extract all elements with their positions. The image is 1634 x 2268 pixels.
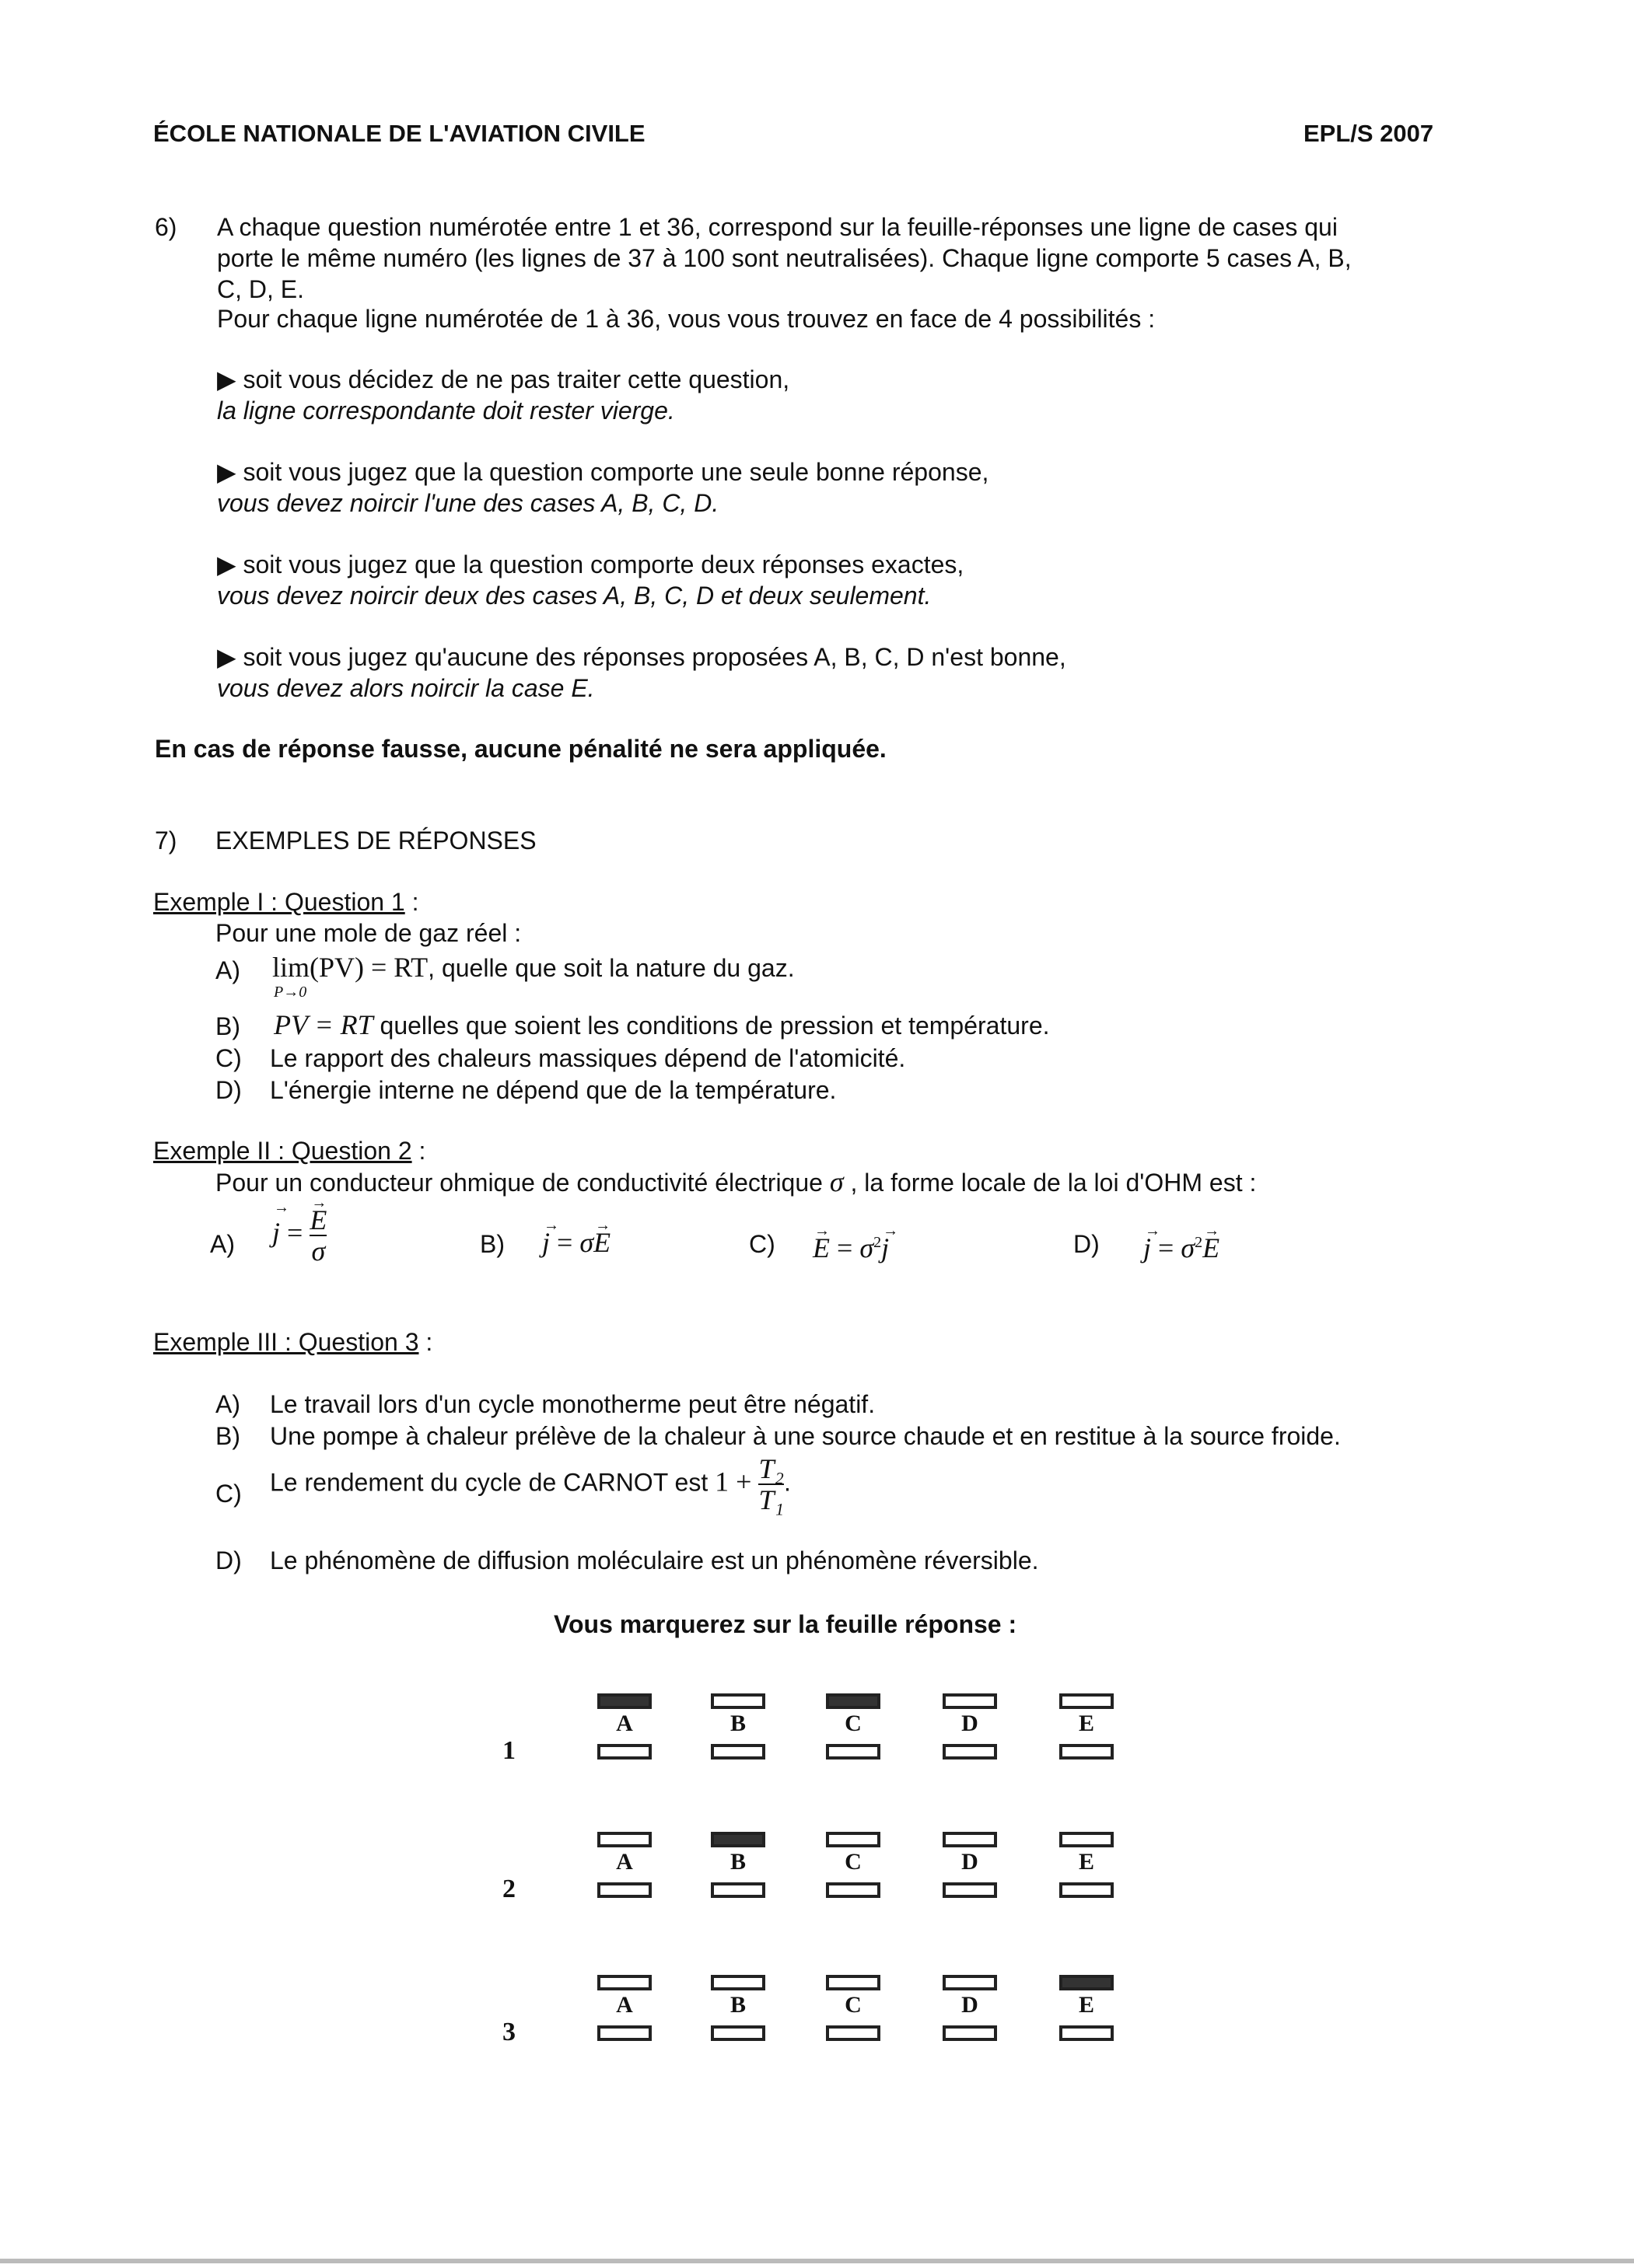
option-instruction: la ligne correspondante doit rester vierge. — [217, 397, 675, 425]
answer-box-e[interactable] — [1059, 1693, 1114, 1709]
answer-text: Le rendement du cycle de CARNOT est 1 + $\frac{\text{T₂}}{\text{T₁}}$ . — [270, 1453, 791, 1515]
answer-label: A) — [215, 956, 240, 984]
section-title: EXEMPLES DE RÉPONSES — [215, 826, 537, 854]
section-number: 6) — [155, 213, 177, 241]
answer-box-c[interactable] — [826, 1832, 880, 1847]
answer-label: A) — [210, 1230, 235, 1258]
option-instruction: vous devez noircir l'une des cases A, B, C, D. — [217, 489, 719, 517]
header-school: ÉCOLE NATIONALE DE L'AVIATION CIVILE — [153, 120, 646, 147]
triangle-bullet-icon: ▶ — [217, 550, 243, 578]
answer-box-lower[interactable] — [597, 2025, 652, 2041]
answer-letter: C — [845, 1992, 862, 2018]
math-ideal-gas: PV = RT — [274, 1009, 373, 1040]
equation-d: → $j = \sigma^2\to E$ — [1143, 1227, 1219, 1263]
example-heading: Exemple II : Question 2 — [153, 1137, 412, 1165]
answer-box-a-filled[interactable] — [597, 1693, 652, 1709]
answer-box-lower[interactable] — [711, 1882, 765, 1898]
answer-letter: A — [616, 1711, 633, 1736]
answer-label: C) — [215, 1044, 242, 1072]
answer-label: A) — [215, 1390, 240, 1418]
answer-box-lower[interactable] — [597, 1882, 652, 1898]
triangle-bullet-icon: ▶ — [217, 643, 243, 671]
answer-box-lower[interactable] — [1059, 1744, 1114, 1760]
answer-label: D) — [1073, 1230, 1100, 1258]
answer-letter: D — [961, 1992, 978, 2018]
answer-label: B) — [480, 1230, 505, 1258]
option-item: ▶ soit vous jugez que la question comporte une seule bonne réponse, — [217, 458, 989, 486]
answer-letter: A — [616, 1992, 633, 2018]
answer-box-b[interactable] — [711, 1693, 765, 1709]
equation-b: → j = σ→ E — [542, 1227, 611, 1258]
answer-text: Le rapport des chaleurs massiques dépend de l'atomicité. — [270, 1044, 906, 1072]
question-intro: Pour un conducteur ohmique de conductivité électrique σ , la forme locale de la loi d'OHM est : — [215, 1166, 1257, 1197]
answer-box-d[interactable] — [943, 1832, 997, 1847]
answer-box-d[interactable] — [943, 1975, 997, 1990]
answer-letter: A — [616, 1849, 633, 1875]
answer-letter: E — [1078, 1992, 1094, 2018]
answer-box-lower[interactable] — [1059, 1882, 1114, 1898]
option-item: ▶ soit vous décidez de ne pas traiter cette question, — [217, 365, 790, 393]
math-limit: lim(PV) = RT — [272, 952, 429, 983]
answer-letter: E — [1078, 1711, 1094, 1736]
answer-box-lower[interactable] — [826, 1882, 880, 1898]
answer-box-b[interactable] — [711, 1975, 765, 1990]
answer-label: C) — [215, 1480, 242, 1508]
answer-box-lower[interactable] — [943, 1882, 997, 1898]
triangle-bullet-icon: ▶ — [217, 458, 243, 486]
equation-c: → $E = \sigma^2\to j$ — [813, 1227, 889, 1263]
paragraph-line: A chaque question numérotée entre 1 et 36, correspond sur la feuille-réponses une ligne de cases qui — [217, 213, 1338, 241]
answer-box-lower[interactable] — [943, 2025, 997, 2041]
answer-letter: D — [961, 1711, 978, 1736]
answer-box-lower[interactable] — [943, 1744, 997, 1760]
answer-box-a[interactable] — [597, 1832, 652, 1847]
answer-box-e[interactable] — [1059, 1832, 1114, 1847]
answer-box-lower[interactable] — [826, 2025, 880, 2041]
option-item: ▶ soit vous jugez qu'aucune des réponses proposées A, B, C, D n'est bonne, — [217, 643, 1066, 671]
answer-box-lower[interactable] — [711, 2025, 765, 2041]
option-instruction: vous devez noircir deux des cases A, B, C, D et deux seulement. — [217, 582, 932, 610]
answer-box-lower[interactable] — [597, 1744, 652, 1760]
section-number: 7) — [155, 826, 177, 854]
answer-label: B) — [215, 1422, 240, 1450]
answer-box-e-filled[interactable] — [1059, 1975, 1114, 1990]
answer-text: Le travail lors d'un cycle monotherme peut être négatif. — [270, 1390, 876, 1418]
answer-box-a[interactable] — [597, 1975, 652, 1990]
equation-a: → j = → $\frac{E}{\sigma}$ — [272, 1205, 327, 1266]
question-intro: Pour une mole de gaz réel : — [215, 919, 522, 947]
answer-text: Le phénomène de diffusion moléculaire est un phénomène réversible. — [270, 1546, 1039, 1574]
answer-box-lower[interactable] — [826, 1744, 880, 1760]
answer-letter: B — [730, 1711, 746, 1736]
triangle-bullet-icon: ▶ — [217, 365, 243, 393]
answer-box-c-filled[interactable] — [826, 1693, 880, 1709]
option-item: ▶ soit vous jugez que la question comporte deux réponses exactes, — [217, 550, 964, 578]
paragraph-line: C, D, E. — [217, 275, 305, 303]
answer-letter: C — [845, 1849, 862, 1875]
paragraph-line: Pour chaque ligne numérotée de 1 à 36, vous vous trouvez en face de 4 possibilités : — [217, 305, 1156, 333]
answer-label: D) — [215, 1076, 242, 1104]
answer-letter: C — [845, 1711, 862, 1736]
answer-text: L'énergie interne ne dépend que de la température. — [270, 1076, 837, 1104]
answer-label: C) — [749, 1230, 775, 1258]
math-limit-subscript: P→0 — [274, 984, 307, 1001]
grid-row-number: 3 — [502, 2018, 516, 2046]
answer-box-d[interactable] — [943, 1693, 997, 1709]
example-heading: Exemple I : Question 1 — [153, 888, 405, 916]
answer-box-c[interactable] — [826, 1975, 880, 1990]
paragraph-line: porte le même numéro (les lignes de 37 à 100 sont neutralisées). Chaque ligne comporte 5 cases A, B, — [217, 244, 1352, 272]
grid-row-number: 2 — [502, 1875, 516, 1903]
example-heading: Exemple III : Question 3 — [153, 1328, 419, 1356]
penalty-notice: En cas de réponse fausse, aucune pénalité ne sera appliquée. — [155, 735, 887, 763]
answer-text: Une pompe à chaleur prélève de la chaleur à une source chaude et en restitue à la source froide. — [270, 1422, 1341, 1450]
answer-letter: B — [730, 1849, 746, 1875]
mark-instruction: Vous marquerez sur la feuille réponse : — [554, 1610, 1017, 1638]
answer-label: B) — [215, 1012, 240, 1040]
option-instruction: vous devez alors noircir la case E. — [217, 674, 595, 702]
answer-letter: E — [1078, 1849, 1094, 1875]
grid-row-number: 1 — [502, 1736, 516, 1765]
answer-box-lower[interactable] — [1059, 2025, 1114, 2041]
page-edge — [0, 2259, 1634, 2263]
answer-letter: D — [961, 1849, 978, 1875]
answer-box-b-filled[interactable] — [711, 1832, 765, 1847]
answer-letter: B — [730, 1992, 746, 2018]
answer-box-lower[interactable] — [711, 1744, 765, 1760]
header-exam: EPL/S 2007 — [1303, 120, 1434, 147]
answer-label: D) — [215, 1546, 242, 1574]
